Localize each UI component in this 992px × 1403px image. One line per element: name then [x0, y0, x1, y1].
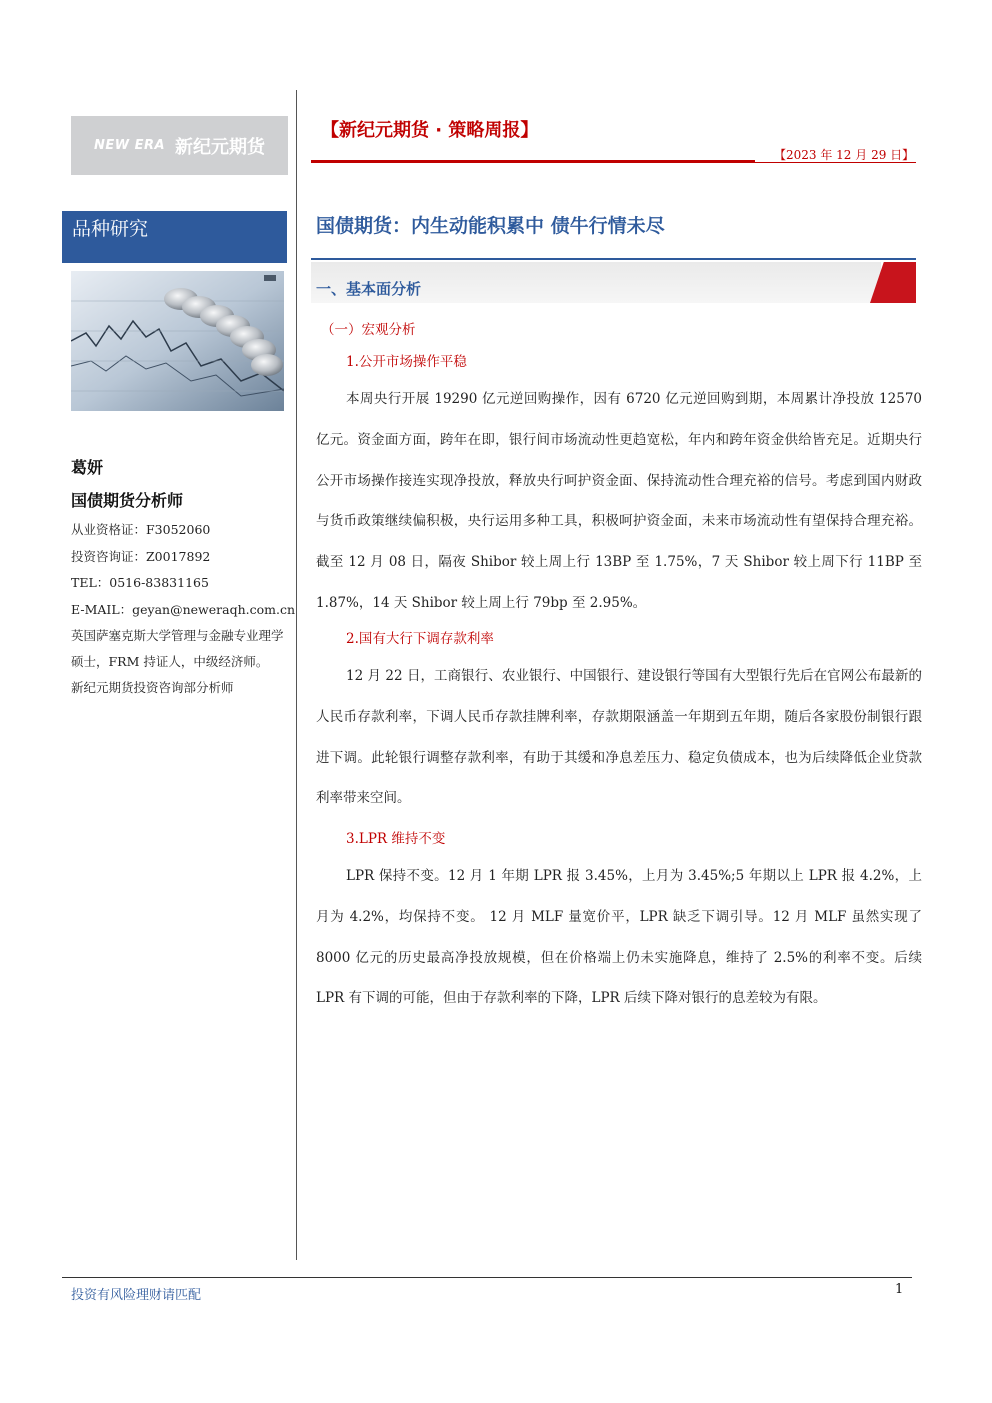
topic-title: 1.公开市场操作平稳	[346, 354, 467, 370]
email-address: E-MAIL：geyan@neweraqh.com.cn	[71, 601, 296, 617]
topic-paragraph: LPR 保持不变。12 月 1 年期 LPR 报 3.45%，上月为 3.45%;5 年期以上 LPR 报 4.2%，上月为 4.2%，均保持不变。 12 月 MLF 量宽价平，LPR 缺乏下调引导。12 月 MLF 虽然实现了 8000 亿元的历史最高净投放规模，但在价格端上仍未实施降息，维持了 2.5%的利率不变。后续 LPR 有下调的可能，但由于存款利率的下降，LPR 后续下降对银行的息差较为有限。	[316, 868, 922, 1007]
category-heading: 品种研究	[62, 211, 287, 263]
column-divider	[296, 90, 297, 1260]
header-rule-thin	[755, 162, 916, 163]
logo-mark: NEW ERA	[93, 138, 166, 153]
analyst-name: 葛妍	[71, 458, 104, 477]
phone-number: TEL：0516-83831165	[71, 575, 209, 590]
company-logo	[71, 116, 288, 175]
qualification-number: 从业资格证：F3052060	[71, 522, 211, 537]
page-number: 1	[895, 1282, 904, 1297]
header-rule	[311, 160, 755, 163]
footer-rule	[62, 1277, 912, 1278]
topic-paragraph: 本周央行开展 19290 亿元逆回购操作，因有 6720 亿元逆回购到期，本周累计净投放 12570 亿元。资金面方面，跨年在即，银行间市场流动性更趋宽松，年内和跨年资金供给皆充足。近期央行公开市场操作接连实现净投放，释放央行呵护资金面、保持流动性合理充裕的信号。考虑到国内财政与货币政策继续偏积极，央行运用多种工具，积极呵护资金面，未来市场流动性有望保持合理充裕。截至 12 月 08 日，隔夜 Shibor 较上周上行 13BP 至 1.75%，7 天 Shibor 较上周下行 11BP 至 1.87%，14 天 Shibor 较上周上行 79bp 至 2.95%。	[316, 391, 922, 611]
report-date: 【2023 年 12 月 29 日】	[774, 148, 915, 162]
article-title: 国债期货：内生动能积累中 债牛行情未尽	[316, 215, 665, 237]
analyst-bio-block	[71, 623, 286, 701]
section-title: 一、基本面分析	[316, 280, 422, 298]
topic-paragraph: 12 月 22 日，工商银行、农业银行、中国银行、建设银行等国有大型银行先后在官网公布最新的人民币存款利率，下调人民币存款挂牌利率，存款期限涵盖一年期到五年期，随后各家股份制银行跟进下调。此轮银行调整存款利率，有助于其缓和净息差压力、稳定负债成本，也为后续降低企业贷款利率带来空间。	[316, 668, 922, 807]
topic-title: 3.LPR 维持不变	[346, 831, 446, 847]
finance-coins-image	[71, 271, 284, 411]
subsection-title: （一）宏观分析	[321, 322, 416, 338]
analyst-department: 新纪元期货投资咨询部分析师	[71, 680, 234, 695]
analyst-bio: 英国萨塞克斯大学管理与金融专业理学硕士，FRM 持证人，中级经济师。	[71, 628, 284, 669]
report-title: 【新纪元期货 · 策略周报】	[321, 120, 539, 141]
analyst-contact-info	[71, 517, 296, 623]
consulting-number: 投资咨询证：Z0017892	[71, 548, 211, 564]
topic-title: 2.国有大行下调存款利率	[346, 631, 494, 647]
analyst-title: 国债期货分析师	[71, 491, 184, 510]
logo-name: 新纪元期货	[175, 136, 266, 158]
footer-disclaimer: 投资有风险理财请匹配	[71, 1288, 202, 1303]
